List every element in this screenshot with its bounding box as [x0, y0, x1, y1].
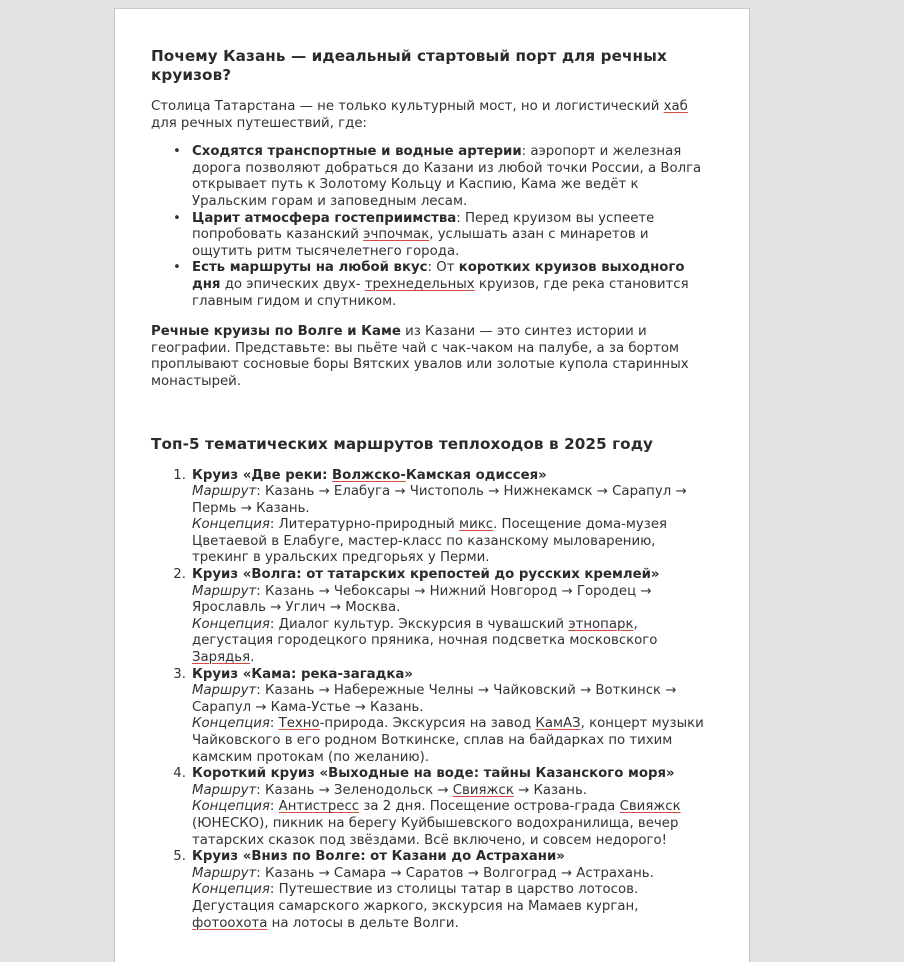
- route-itinerary-text-5: : Казань → Самара → Саратов → Волгоград → Астрахань.: [256, 865, 654, 881]
- concept-label: Концепция: [192, 616, 270, 632]
- route-itinerary-text-4b: → Казань.: [513, 782, 588, 798]
- concept-label: Концепция: [192, 517, 270, 533]
- bullet-lead-1: Сходятся транспортные и водные артерии: [192, 144, 522, 160]
- summary-lead: Речные круизы по Волге и Каме: [151, 324, 401, 340]
- route-concept-text-3b: -природа. Экскурсия на завод: [319, 716, 536, 732]
- list-item: [192, 667, 713, 767]
- advantages-list: [151, 144, 713, 310]
- bullet-lead-3: Есть маршруты на любой вкус: [192, 260, 428, 276]
- list-item: [192, 260, 713, 310]
- spellcheck-word-tehno: Техно: [278, 716, 320, 732]
- route-itinerary-text-4a: : Казань → Зеленодольск →: [256, 782, 453, 798]
- document-body: [151, 47, 713, 932]
- bullet-text-2a: : Перед круизом вы успеете попробовать казанский: [192, 210, 655, 243]
- spellcheck-word-trehnedelnyh: трехнедельных: [364, 276, 475, 292]
- route-itinerary-text-1: : Казань → Елабуга → Чистополь → Нижнекамск → Сарапул → Пермь → Казань.: [192, 484, 687, 516]
- route-title-text-1: [192, 468, 547, 483]
- route-concept-text-4a: :: [269, 799, 279, 815]
- route-title-3: [192, 667, 713, 684]
- route-concept-4: [192, 799, 713, 849]
- spellcheck-word-kamaz: КамАЗ: [535, 716, 581, 732]
- route-concept-text-2a: : Диалог культур. Экскурсия в чувашский: [269, 616, 569, 632]
- route-concept-text-4b: за 2 дня. Посещение острова-града: [359, 799, 620, 815]
- route-concept-text-3a: :: [269, 716, 279, 732]
- spellcheck-word-etnopark: этнопарк: [568, 616, 634, 632]
- route-itinerary-5: [192, 866, 713, 883]
- intro-text-after: для речных путешествий, где:: [151, 115, 367, 131]
- route-title-part-a: Круиз «Две реки:: [192, 467, 333, 483]
- route-concept-2: [192, 617, 713, 667]
- document-page: [114, 8, 750, 962]
- route-title-2: [192, 567, 713, 584]
- route-itinerary-1: [192, 484, 713, 517]
- route-itinerary-2: [192, 584, 713, 617]
- route-label: Маршрут: [192, 484, 257, 500]
- bullet-lead-2: Царит атмосфера гостеприимства: [192, 210, 457, 226]
- bullet-bold-3: коротких круизов выходного дня: [192, 260, 685, 292]
- route-title-text-5: Круиз «Вниз по Волге: от Казани до Астрахани»: [192, 849, 565, 865]
- route-itinerary-4: [192, 783, 713, 800]
- summary-text: из Казани — это синтез истории и географии. Представьте: вы пьёте чай с чак-чаком на палубе, а за бортом проплывают сосновые боры Вятских увалов или золотые купола старинных монастырей.: [151, 324, 689, 389]
- bullet-text-3c: круизов, где река становится главным гидом и спутником.: [192, 276, 689, 309]
- route-title-5: [192, 849, 713, 866]
- spellcheck-word-miks: микс: [459, 517, 494, 533]
- list-item: [192, 766, 713, 849]
- routes-list: [151, 468, 713, 933]
- concept-label: Концепция: [192, 882, 270, 898]
- list-item: [192, 211, 713, 261]
- route-itinerary-text-3: : Казань → Набережные Челны → Чайковский → Воткинск → Сарапул → Кама-Устье → Казань.: [192, 683, 677, 715]
- route-concept-3: [192, 716, 713, 766]
- route-concept-text-2c: .: [250, 650, 255, 666]
- spellcheck-word-sviyazhsk-1: Свияжск: [452, 782, 514, 798]
- route-title-text-4: Короткий круиз «Выходные на воде: тайны Казанского моря»: [192, 766, 675, 782]
- spellcheck-word-antistress: Антистресс: [278, 799, 360, 815]
- summary-paragraph: [151, 324, 713, 390]
- route-concept-text-1b: . Посещение дома-музея Цветаевой в Елабуге, мастер-класс по казанскому мыловарению, трекинг в уральских предгорьях у Перми.: [192, 517, 668, 566]
- bullet-text-2b: , услышать азан с минаретов и ощутить ритм тысячелетнего города.: [192, 227, 649, 259]
- route-title-part-b: Камская одиссея»: [405, 467, 547, 483]
- route-title-text-2: Круиз «Волга: от татарских крепостей до русских кремлей»: [192, 567, 660, 583]
- spellcheck-word-hub: хаб: [663, 99, 688, 114]
- route-label: Маршрут: [192, 782, 257, 798]
- route-concept-text-3c: , концерт музыки Чайковского в его родном Воткинске, сплав на байдарках по тихим камским протокам (по желанию).: [192, 716, 704, 765]
- intro-paragraph: [151, 99, 713, 132]
- list-item: [192, 567, 713, 667]
- concept-label: Концепция: [192, 716, 270, 732]
- spellcheck-word-volzhsko: Волжско-: [332, 467, 406, 483]
- section-title-top5: Топ-5 тематических маршрутов теплоходов в 2025 году: [151, 434, 654, 453]
- spellcheck-word-fotoohota: фотоохота: [192, 915, 268, 931]
- route-concept-1: [192, 517, 713, 567]
- list-item: [192, 468, 713, 568]
- list-item: [192, 144, 713, 210]
- bullet-text-3b: до эпических двух-: [220, 276, 365, 292]
- route-title-1: [192, 468, 713, 485]
- route-label: Маршрут: [192, 683, 257, 699]
- bullet-text-1: : аэропорт и железная дорога позволяют добраться до Казани из любой точки России, а Волга открывает путь к Золотому Кольцу и Каспию, Кама же ведёт к Уральским горам и заповедным лесам.: [192, 144, 702, 209]
- route-concept-5: [192, 882, 713, 932]
- route-label: Маршрут: [192, 865, 257, 881]
- route-concept-text-2b: , дегустация городецкого пряника, ночная подсветка московского: [192, 616, 658, 649]
- route-concept-text-5b: на лотосы в дельте Волги.: [267, 915, 459, 931]
- bullet-text-3a: : От: [427, 260, 459, 276]
- route-title-text-3: Круиз «Кама: река-загадка»: [192, 666, 413, 682]
- concept-label: Концепция: [192, 799, 270, 815]
- intro-text-before: Столица Татарстана — не только культурный мост, но и логистический: [151, 99, 664, 114]
- route-title-4: [192, 766, 713, 783]
- page-title: Почему Казань — идеальный стартовый порт для речных круизов?: [151, 47, 667, 84]
- route-concept-text-1a: : Литературно-природный: [269, 517, 460, 533]
- spellcheck-word-echpochmak: эчпочмак: [363, 227, 430, 243]
- route-concept-text-5a: : Путешествие из столицы татар в царство лотосов. Дегустация самарского жаркого, экскурсия на Мамаев курган,: [192, 882, 639, 914]
- route-label: Маршрут: [192, 583, 257, 599]
- list-item: [192, 849, 713, 932]
- spellcheck-word-zaryadya: Зарядья: [192, 650, 251, 666]
- spellcheck-word-sviyazhsk-2: Свияжск: [619, 799, 681, 815]
- route-itinerary-text-2: : Казань → Чебоксары → Нижний Новгород → Городец → Ярославль → Углич → Москва.: [192, 583, 652, 616]
- route-concept-text-4c: (ЮНЕСКО), пикник на берегу Куйбышевского водохранилища, вечер татарских сказок под звёздами. Всё включено, и совсем недорого!: [192, 815, 679, 848]
- route-itinerary-3: [192, 683, 713, 716]
